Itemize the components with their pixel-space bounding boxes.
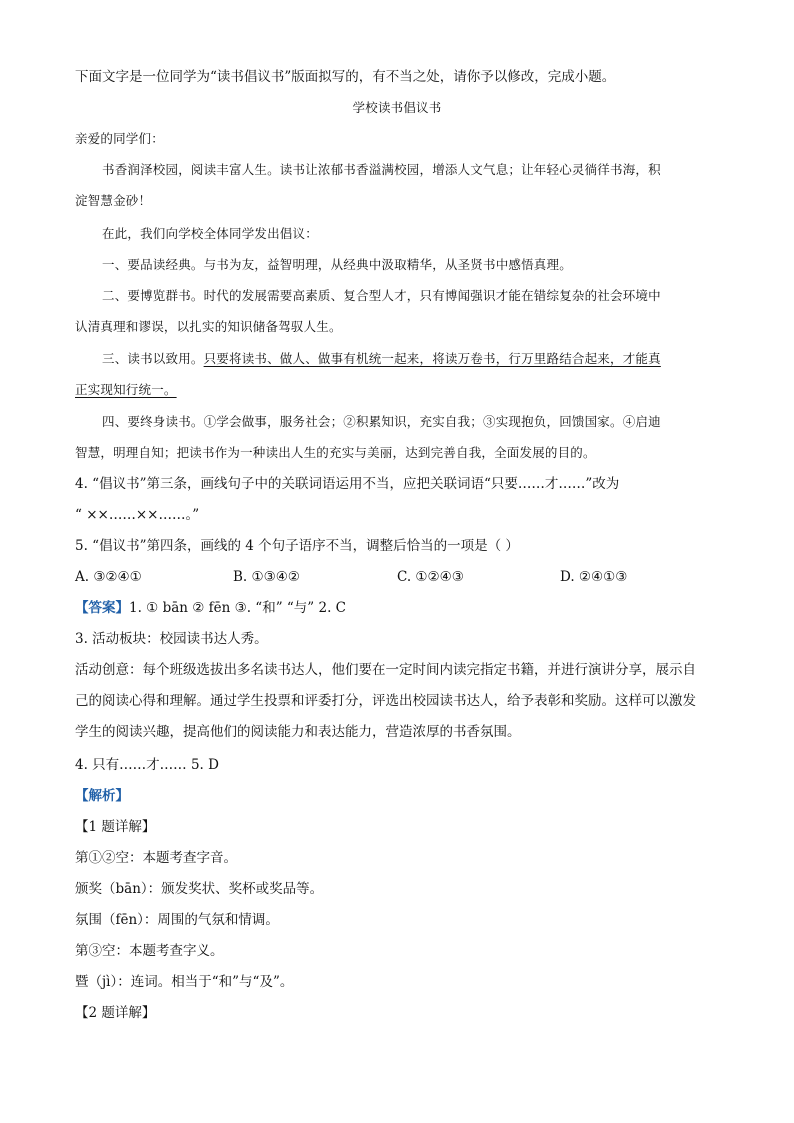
answer-3: 3. 活动板块：校园读书达人秀。 [75, 631, 268, 647]
letter-item-3 [102, 350, 722, 370]
letter-item-4: 四、要终身读书。①学会做事，服务社会；②积累知识，充实自我；③实现抱负，回馈国家。④启迪 [102, 414, 661, 429]
question-4-blank: “ ××……××……。” [75, 507, 200, 523]
answer-text: 1. ① bān ② fēn ③. “和” “与” 2. C [129, 600, 346, 616]
analysis-label: 【解析】 [75, 788, 129, 804]
letter-title: 学校读书倡议书 [352, 100, 442, 115]
letter-paragraph: 书香润泽校园，阅读丰富人生。读书让浓郁书香溢满校园，增添人文气息；让年轻心灵徜徉书海，积 [102, 162, 661, 177]
option-d: D. ②④①③ [560, 569, 628, 585]
letter-paragraph: 在此，我们向学校全体同学发出倡议： [102, 226, 318, 241]
answer-3-detail: 活动创意：每个班级选拔出多名读书达人，他们要在一定时间内读完指定书籍，并进行演讲分享，展示自 [75, 662, 696, 678]
option-b: B. ①③④② [233, 569, 300, 585]
option-c: C. ①②④③ [397, 569, 464, 585]
q1-detail-heading: 【1 题详解】 [75, 819, 156, 835]
analysis-line: 颁奖（bān）：颁发奖状、奖杯或奖品等。 [75, 881, 324, 897]
question-4: 4. “倡议书”第三条，画线句子中的关联词语运用不当，应把关联词语“只要……才……”改为 [75, 476, 620, 492]
underlined-sentence: 正实现知行统一。 [75, 382, 177, 397]
answer-3-detail: 己的阅读心得和理解。通过学生投票和评委打分，评选出校园读书达人，给予表彰和奖励。这样可以激发 [75, 693, 696, 709]
underlined-sentence: 只要将读书、做人、做事有机统一起来，将读万卷书，行万里路结合起来，才能真 [203, 351, 661, 366]
answer-label: 【答案】 [75, 600, 129, 616]
analysis-line: 暨（jì）：连词。相当于“和”与“及”。 [75, 974, 294, 990]
analysis-line: 第①②空：本题考查字音。 [75, 850, 237, 866]
question-5: 5. “倡议书”第四条，画线的 4 个句子语序不当，调整后恰当的一项是（ ） [75, 538, 519, 554]
letter-item-1: 一、要品读经典。与书为友，益智明理，从经典中汲取精华，从圣贤书中感悟真理。 [102, 257, 572, 272]
analysis-line: 氛围（fēn）：周围的气氛和情调。 [75, 912, 279, 928]
analysis-line: 第③空：本题考查字义。 [75, 943, 224, 959]
q2-detail-heading: 【2 题详解】 [75, 1005, 156, 1021]
letter-item-2-cont: 认清真理和谬误，以扎实的知识储备驾驭人生。 [75, 319, 342, 334]
answer-4-5: 4. 只有……才…… 5. D [75, 757, 219, 773]
option-a: A. ③②④① [75, 569, 142, 585]
letter-item-2: 二、要博览群书。时代的发展需要高素质、复合型人才，只有博闻强识才能在错综复杂的社会环境中 [102, 288, 661, 303]
item-3-lead: 三、读书以致用。 [102, 351, 204, 366]
letter-item-3-cont [75, 381, 725, 401]
letter-paragraph: 淀智慧金砂！ [75, 193, 152, 208]
letter-item-4-cont: 智慧，明理自知；把读书作为一种读出人生的充实与美丽，达到完善自我，全面发展的目的。 [75, 445, 596, 460]
answer-row [75, 599, 725, 619]
intro-text: 下面文字是一位同学为“读书倡议书”版面拟写的，有不当之处，请你予以修改，完成小题。 [75, 69, 616, 85]
answer-3-detail: 学生的阅读兴趣，提高他们的阅读能力和表达能力，营造浓厚的书香氛围。 [75, 724, 521, 740]
letter-greeting: 亲爱的同学们： [75, 131, 164, 146]
